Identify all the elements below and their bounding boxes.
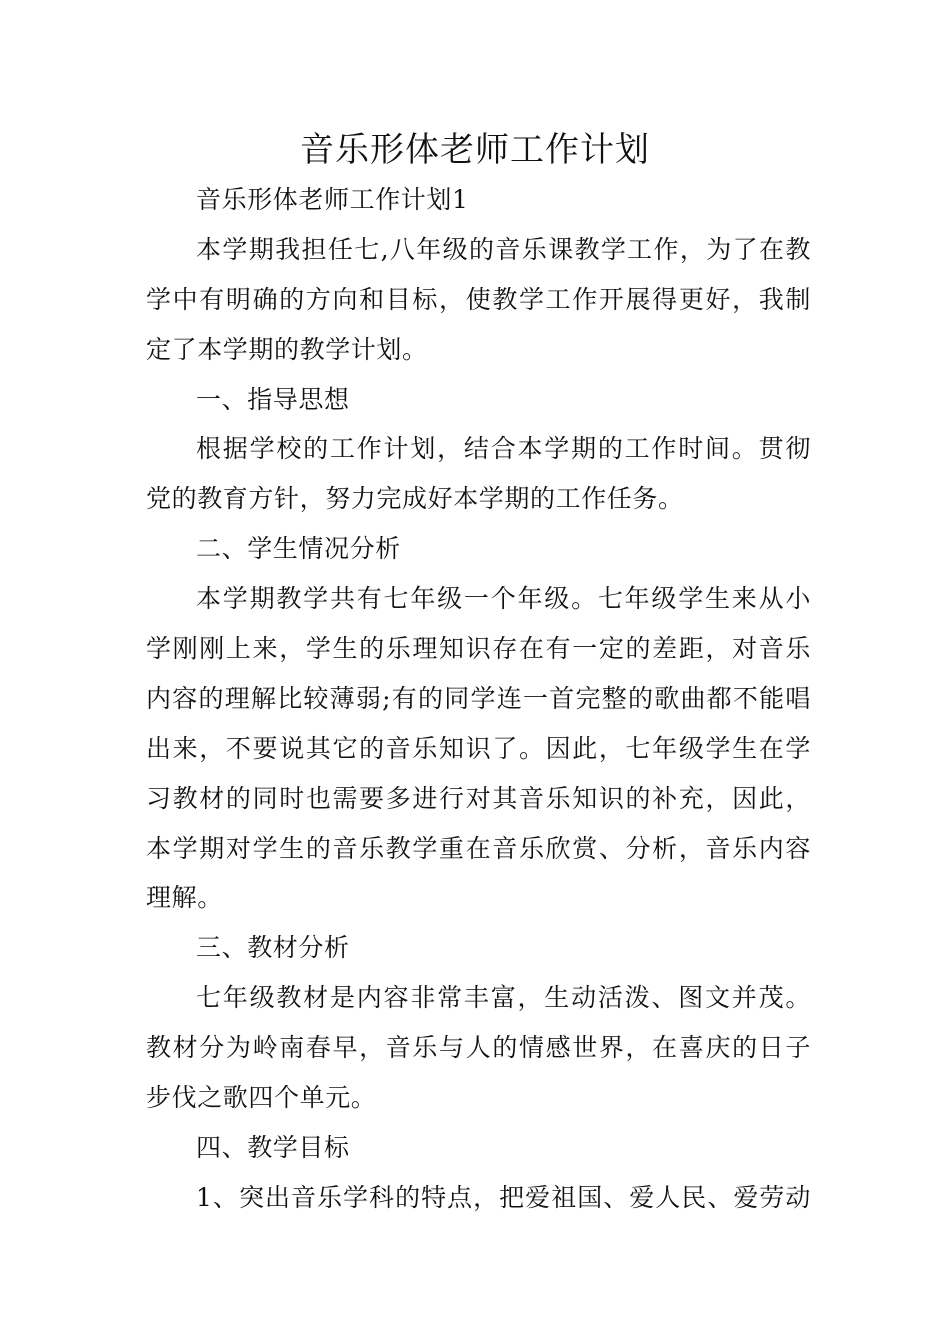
section-heading: 二、学生情况分析 xyxy=(196,534,401,564)
subtitle-line: 音乐形体老师工作计划1 xyxy=(196,185,469,214)
paragraph-line: 本学期对学生的音乐教学重在音乐欣赏、分析，音乐内容 xyxy=(146,833,811,863)
section-heading: 三、教材分析 xyxy=(196,933,350,963)
paragraph-line: 1、突出音乐学科的特点，把爱祖国、爱人民、爱劳动 xyxy=(196,1182,811,1212)
paragraph-line: 学刚刚上来，学生的乐理知识存在有一定的差距，对音乐 xyxy=(146,634,811,664)
document-body xyxy=(146,175,811,1223)
paragraph-line: 定了本学期的教学计划。 xyxy=(146,334,428,364)
paragraph-line: 内容的理解比较薄弱;有的同学连一首完整的歌曲都不能唱 xyxy=(146,683,811,713)
section-heading: 一、指导思想 xyxy=(196,384,350,414)
paragraph-line: 理解。 xyxy=(146,883,223,913)
paragraph-line: 本学期教学共有七年级一个年级。七年级学生来从小 xyxy=(196,584,811,614)
paragraph-line: 本学期我担任七,八年级的音乐课教学工作，为了在教 xyxy=(196,234,811,264)
paragraph-line: 七年级教材是内容非常丰富，生动活泼、图文并茂。 xyxy=(196,983,811,1013)
paragraph-line: 步伐之歌四个单元。 xyxy=(146,1083,377,1113)
paragraph-line: 学中有明确的方向和目标，使教学工作开展得更好，我制 xyxy=(146,284,811,314)
paragraph-line: 习教材的同时也需要多进行对其音乐知识的补充，因此， xyxy=(146,783,811,813)
paragraph-line: 根据学校的工作计划，结合本学期的工作时间。贯彻 xyxy=(196,434,811,464)
section-heading: 四、教学目标 xyxy=(196,1132,350,1162)
paragraph-line: 党的教育方针，努力完成好本学期的工作任务。 xyxy=(146,484,684,514)
paragraph-line: 教材分为岭南春早，音乐与人的情感世界，在喜庆的日子 xyxy=(146,1033,811,1063)
document-title: 音乐形体老师工作计划 xyxy=(300,130,650,170)
paragraph-line: 出来，不要说其它的音乐知识了。因此，七年级学生在学 xyxy=(146,733,811,763)
